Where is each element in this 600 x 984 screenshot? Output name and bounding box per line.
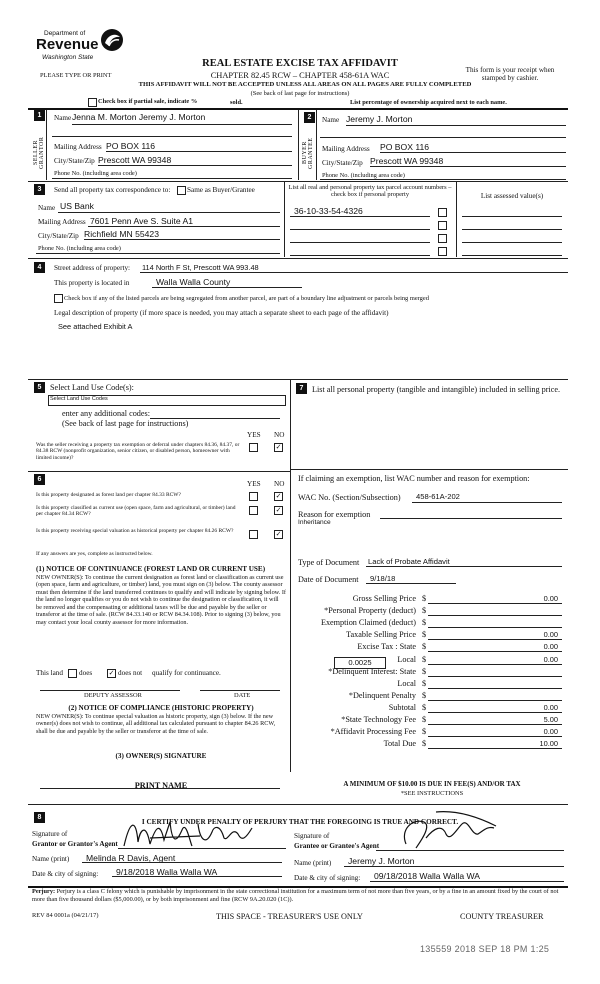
parcel-4-checkbox[interactable] bbox=[438, 247, 447, 256]
received-stamp: 135559 2018 SEP 18 PM 1:25 bbox=[420, 944, 550, 954]
seller-mailing-label: Mailing Address bbox=[54, 143, 102, 151]
fee-row-label: *State Technology Fee bbox=[341, 715, 416, 724]
grantor-sig-label-1: Signature of bbox=[32, 830, 68, 838]
grantee-date-label: Date & city of signing: bbox=[294, 874, 361, 882]
section-4-number: 4 bbox=[34, 262, 45, 273]
owner-signature-label: (3) OWNER(S) SIGNATURE bbox=[115, 752, 207, 760]
partial-sale-label: Check box if partial sale, indicate % bbox=[98, 98, 198, 105]
section-5-number: 5 bbox=[34, 382, 45, 393]
if-yes-note: If any answers are yes, complete as instructed below. bbox=[36, 551, 153, 557]
seller-mailing-value[interactable]: PO BOX 116 bbox=[106, 141, 156, 151]
grantor-sig-label-2: Grantor or Grantor's Agent bbox=[32, 840, 118, 848]
seller-grantor-label: SELLER GRANTOR bbox=[33, 136, 45, 170]
grantee-signature[interactable] bbox=[376, 808, 516, 854]
historic-yes-checkbox[interactable] bbox=[249, 530, 258, 539]
notice-continuance-title: (1) NOTICE OF CONTINUANCE (FOREST LAND OR CURRENT USE) bbox=[36, 565, 266, 573]
send-correspondence-label: Send all property tax correspondence to: bbox=[54, 186, 171, 194]
does-not-checkbox[interactable]: ✓ bbox=[108, 669, 115, 677]
fee-row-currency: $ bbox=[422, 691, 427, 700]
sold-label: sold. bbox=[230, 99, 243, 106]
current-use-no-checkbox[interactable]: ✓ bbox=[275, 506, 282, 514]
section-3-number: 3 bbox=[34, 184, 45, 195]
segregated-checkbox[interactable] bbox=[54, 294, 63, 303]
fee-row-label: Exemption Claimed (deduct) bbox=[320, 618, 416, 627]
parcel-header: List all real and personal property tax parcel account numbers – check box if personal property bbox=[288, 184, 452, 199]
logo-department: Department of bbox=[44, 30, 86, 37]
located-value[interactable]: Walla Walla County bbox=[156, 277, 231, 287]
certify-statement: I CERTIFY UNDER PENALTY OF PERJURY THAT THE FOREGOING IS TRUE AND CORRECT. bbox=[141, 818, 459, 826]
tax-name-label: Name bbox=[38, 204, 56, 212]
grantor-date-value[interactable]: 9/18/2018 Walla Walla WA bbox=[116, 867, 218, 877]
buyer-name-label: Name bbox=[322, 116, 340, 124]
fee-row-currency: $ bbox=[422, 679, 427, 688]
street-value[interactable]: 114 North F St, Prescott WA 993.48 bbox=[142, 263, 259, 272]
doc-date-label: Date of Document bbox=[298, 575, 359, 584]
section-2-number: 2 bbox=[304, 112, 315, 123]
segregated-label: Check box if any of the listed parcels are being segregated from another parcel, are part of a boundary line adjustment or parcels being merged bbox=[64, 295, 429, 302]
doc-type-value[interactable]: Lack of Probate Affidavit bbox=[368, 557, 450, 566]
seller-city-value[interactable]: Prescott WA 99348 bbox=[98, 155, 172, 165]
see-instructions: *SEE INSTRUCTIONS bbox=[400, 790, 464, 797]
form-number: REV 84 0001a (04/21/17) bbox=[32, 912, 99, 919]
grantee-sig-label-2: Grantee or Grantee's Agent bbox=[294, 842, 380, 850]
fee-row-currency: $ bbox=[422, 594, 427, 603]
doc-type-label: Type of Document bbox=[298, 558, 360, 567]
section-1-number: 1 bbox=[34, 110, 45, 121]
fee-row-currency: $ bbox=[422, 618, 427, 627]
street-label: Street address of property: bbox=[54, 264, 131, 272]
same-as-buyer-label: Same as Buyer/Grantee bbox=[187, 186, 255, 194]
fee-row-value[interactable]: 0.00 bbox=[543, 642, 558, 651]
fee-row-label: Total Due bbox=[383, 739, 416, 748]
fee-row-label: *Personal Property (deduct) bbox=[324, 606, 416, 615]
land-use-label: Select Land Use Code(s): bbox=[50, 383, 134, 392]
yes-header-6: YES bbox=[247, 480, 261, 488]
exemption-yes-checkbox[interactable] bbox=[249, 443, 258, 452]
grantor-name-label: Name (print) bbox=[32, 855, 70, 863]
swoosh-icon bbox=[100, 28, 124, 52]
notice-compliance-body: NEW OWNER(S): To continue special valuation as historic property, sign (3) below. If the new owner(s) does not wish to continue, all additional tax calculated pursuant to chapter 84.26 RCW, shall be due and payable by the seller or transferor at the time of sale. bbox=[36, 713, 276, 735]
receipt-note: This form is your receipt when stamped by cashier. bbox=[465, 66, 555, 83]
seller-phone-label: Phone No. (including area code) bbox=[54, 170, 137, 177]
fee-row-value[interactable]: 0.00 bbox=[543, 655, 558, 664]
land-use-select-value: Select Land Use Codes bbox=[50, 396, 108, 402]
fee-row-label: Excise Tax : State bbox=[357, 642, 416, 651]
buyer-mailing-label: Mailing Address bbox=[322, 145, 370, 153]
forest-yes-checkbox[interactable] bbox=[249, 492, 258, 501]
fee-row-label: *Affidavit Processing Fee bbox=[330, 727, 416, 736]
current-use-yes-checkbox[interactable] bbox=[249, 506, 258, 515]
buyer-phone-label: Phone No. (including area code) bbox=[322, 172, 405, 179]
no-header-5: NO bbox=[274, 431, 285, 439]
fee-row-currency: $ bbox=[422, 630, 427, 639]
form-title: REAL ESTATE EXCISE TAX AFFIDAVIT bbox=[202, 58, 398, 69]
grantee-name-value[interactable]: Jeremy J. Morton bbox=[348, 856, 415, 866]
deputy-assessor-label: DEPUTY ASSESSOR bbox=[84, 692, 142, 699]
fee-row-currency: $ bbox=[422, 727, 427, 736]
fee-row-value[interactable]: 0.00 bbox=[543, 594, 558, 603]
notice-continuance-body: NEW OWNER(S): To continue the current designation as forest land or classification as current use (open space, farm and agriculture, or timber) land, you must sign on (3) below. The county assessor must then determine if the land transferred continues to qualify and will indicate by signing below. If the land no longer qualifies or you do not wish to continue the designation or classification, it will be removed and the compensating or additional taxes will be due and payable by the seller or transferor at the time of sale. (RCW 84.33.140 or RCW 84.34.108). Prior to signing (3) below, you may contact your local county assessor for more information. bbox=[36, 574, 286, 626]
fee-row-currency: $ bbox=[422, 739, 427, 748]
perjury-text: Perjury is a class C felony which is punishable by imprisonment in the state correctional institution for a maximum term of not more than five years, or by a fine in an amount fixed by the court of not more than five thousand dollars ($5,000.00), or by both imprisonment and fine (RCW 9A.20.020 (1C)). bbox=[32, 888, 559, 903]
grantee-date-value[interactable]: 09/18/2018 Walla Walla WA bbox=[374, 871, 481, 881]
logo-revenue: Revenue bbox=[36, 36, 99, 53]
buyer-name-value[interactable]: Jeremy J. Morton bbox=[346, 114, 413, 124]
claiming-exemption-label: If claiming an exemption, list WAC number and reason for exemption: bbox=[298, 474, 530, 483]
local-rate-value: 0.0025 bbox=[348, 658, 372, 667]
fee-row-currency: $ bbox=[422, 703, 427, 712]
seller-name-label: Name bbox=[54, 114, 72, 122]
seller-city-label: City/State/Zip bbox=[54, 157, 95, 165]
tax-phone-label: Phone No. (including area code) bbox=[38, 245, 121, 252]
fee-row-value[interactable]: 0.00 bbox=[543, 727, 558, 736]
tax-city-label: City/State/Zip bbox=[38, 232, 79, 240]
grantor-date-label: Date & city of signing: bbox=[32, 870, 99, 878]
fee-row-value[interactable]: 5.00 bbox=[543, 715, 558, 724]
buyer-city-value[interactable]: Prescott WA 99348 bbox=[370, 156, 444, 166]
perjury-notice bbox=[32, 888, 568, 904]
same-as-buyer-checkbox[interactable] bbox=[177, 186, 186, 195]
historic-question: Is this property receiving special valuation as historical property per chapter 84.26 RCW? bbox=[36, 528, 234, 534]
assessed-header: List assessed value(s) bbox=[480, 192, 544, 200]
fee-row-label: Subtotal bbox=[388, 703, 416, 712]
fee-row-value[interactable]: 0.00 bbox=[543, 703, 558, 712]
current-use-question: Is this property classified as current use (open space, farm and agricultural, or timber) land per chapter 84.34 RCW? bbox=[36, 505, 236, 518]
grantee-name-label: Name (print) bbox=[294, 859, 332, 867]
buyer-city-label: City/State/Zip bbox=[322, 159, 363, 167]
fee-row-label: *Delinquent Penalty bbox=[348, 691, 416, 700]
fee-row-currency: $ bbox=[422, 715, 427, 724]
fee-row-currency: $ bbox=[422, 667, 427, 676]
fee-row-label: Local bbox=[397, 679, 416, 688]
fee-row-currency: $ bbox=[422, 642, 427, 651]
exemption-no-checkbox[interactable]: ✓ bbox=[275, 443, 282, 451]
exemption-question: Was the seller receiving a property tax exemption or deferral under chapters 84.36, 84.37, or 84.38 RCW (nonprofit organization, senior citizen, or disabled person, homeowner with limited income)? bbox=[36, 442, 240, 461]
section-6-number: 6 bbox=[34, 474, 45, 485]
see-back-top: (See back of last page for instructions) bbox=[250, 90, 350, 97]
wac-value[interactable]: 458-61A-202 bbox=[416, 492, 460, 501]
section-7-number: 7 bbox=[296, 383, 307, 394]
fee-row-value[interactable]: 0.00 bbox=[543, 630, 558, 639]
dor-logo bbox=[36, 28, 131, 68]
fee-row-value[interactable]: 10.00 bbox=[539, 739, 558, 748]
tax-name-value[interactable]: US Bank bbox=[60, 201, 94, 211]
buyer-mailing-value[interactable]: PO BOX 116 bbox=[380, 142, 430, 152]
yes-header-5: YES bbox=[247, 431, 261, 439]
parcel-3-checkbox[interactable] bbox=[438, 234, 447, 243]
notice-compliance-title: (2) NOTICE OF COMPLIANCE (HISTORIC PROPERTY) bbox=[68, 704, 254, 712]
logo-washington: Washington State bbox=[42, 54, 94, 61]
fee-row-label: Gross Selling Price bbox=[352, 594, 416, 603]
wac-label: WAC No. (Section/Subsection) bbox=[298, 493, 401, 502]
land-use-select[interactable] bbox=[48, 395, 286, 406]
see-back-5: (See back of last page for instructions) bbox=[62, 419, 189, 428]
perjury-label: Perjury: bbox=[32, 888, 56, 895]
parcel-value[interactable]: 36-10-33-54-4326 bbox=[294, 206, 363, 216]
legal-desc-label: Legal description of property (if more space is needed, you may attach a separate sheet to each page of the affidavit) bbox=[54, 309, 389, 317]
forest-land-question: Is this property designated as forest land per chapter 84.33 RCW? bbox=[36, 492, 181, 498]
seller-name-value[interactable]: Jenna M. Morton Jeremy J. Morton bbox=[72, 112, 206, 122]
parcel-1-checkbox[interactable] bbox=[438, 208, 447, 217]
legal-desc-value[interactable]: See attached Exhibit A bbox=[58, 322, 133, 331]
fee-row-currency: $ bbox=[422, 655, 427, 664]
print-name-label: PRINT NAME bbox=[134, 781, 188, 790]
reason-value[interactable]: Inheritance bbox=[298, 519, 331, 526]
this-land-label: This land bbox=[36, 669, 63, 677]
doc-date-value[interactable]: 9/18/18 bbox=[370, 574, 396, 583]
minimum-fee-note: A MINIMUM OF $10.00 IS DUE IN FEE(S) AND/OR TAX bbox=[343, 780, 521, 788]
buyer-grantee-label: BUYER GRANTEE bbox=[302, 137, 314, 169]
fee-row-currency: $ bbox=[422, 606, 427, 615]
warning-line: THIS AFFIDAVIT WILL NOT BE ACCEPTED UNLESS ALL AREAS ON ALL PAGES ARE FULLY COMPLETED bbox=[138, 81, 472, 88]
no-header-6: NO bbox=[274, 480, 285, 488]
forest-no-checkbox[interactable]: ✓ bbox=[275, 492, 282, 500]
qualify-label: qualify for continuance. bbox=[152, 669, 221, 677]
form-subtitle: CHAPTER 82.45 RCW – CHAPTER 458-61A WAC bbox=[210, 71, 390, 80]
tax-mailing-label: Mailing Address bbox=[38, 218, 86, 226]
additional-codes-label: enter any additional codes: bbox=[62, 409, 150, 418]
fee-row-label: Local bbox=[397, 655, 416, 664]
historic-no-checkbox[interactable]: ✓ bbox=[275, 530, 282, 538]
treasurer-space: THIS SPACE - TREASURER'S USE ONLY bbox=[216, 912, 363, 921]
does-label: does bbox=[79, 669, 93, 677]
please-type: PLEASE TYPE OR PRINT bbox=[40, 72, 112, 79]
reason-label: Reason for exemption bbox=[298, 510, 371, 519]
does-checkbox[interactable] bbox=[68, 669, 77, 678]
tax-mailing-value[interactable]: 7601 Penn Ave S. Suite A1 bbox=[90, 216, 194, 226]
fee-row-label: Taxable Selling Price bbox=[346, 630, 416, 639]
parcel-2-checkbox[interactable] bbox=[438, 221, 447, 230]
section-8-number: 8 bbox=[34, 812, 45, 823]
does-not-label: does not bbox=[118, 669, 143, 677]
grantee-sig-label-1: Signature of bbox=[294, 832, 330, 840]
fee-row-label: *Delinquent Interest: State bbox=[328, 667, 416, 676]
personal-property-label: List all personal property (tangible and intangible) included in selling price. bbox=[312, 385, 561, 394]
partial-sale-checkbox[interactable] bbox=[88, 98, 97, 107]
local-rate-box[interactable] bbox=[334, 657, 386, 669]
tax-city-value[interactable]: Richfield MN 55423 bbox=[84, 229, 159, 239]
county-treasurer: COUNTY TREASURER bbox=[460, 912, 544, 921]
located-label: This property is located in bbox=[54, 279, 130, 287]
grantor-name-value[interactable]: Melinda R Davis, Agent bbox=[86, 853, 176, 863]
date-label-6: DATE bbox=[234, 692, 251, 699]
ownership-note: List percentage of ownership acquired next to each name. bbox=[350, 99, 507, 106]
